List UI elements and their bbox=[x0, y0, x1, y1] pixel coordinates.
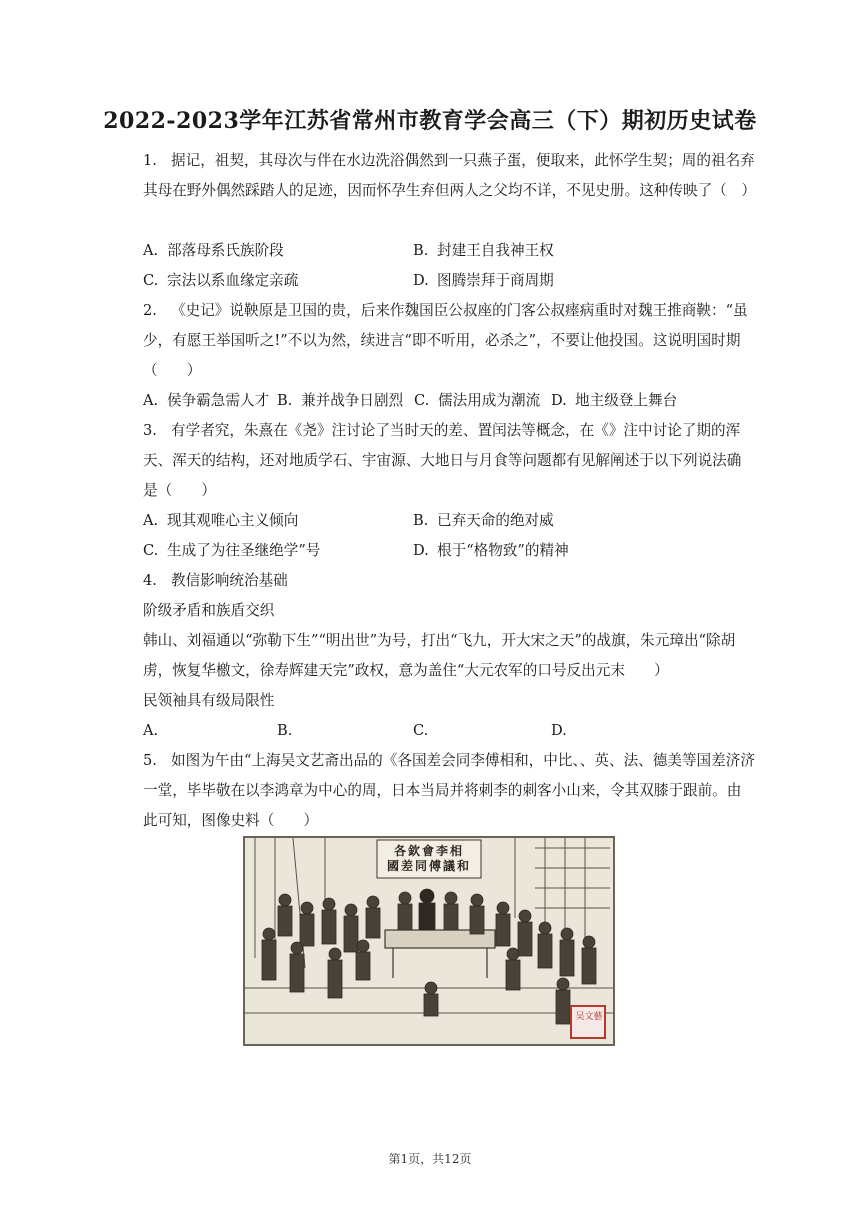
question-5-number: 5. bbox=[143, 752, 157, 769]
figure-banner bbox=[379, 842, 479, 876]
historical-engraving-image bbox=[243, 836, 615, 1046]
question-1-option-a[interactable]: A. 部落母系氏族阶段 bbox=[143, 242, 284, 259]
question-5-stem bbox=[143, 746, 755, 836]
question-3-option-b[interactable]: B. 已弃天命的绝对威 bbox=[413, 512, 554, 529]
question-2-option-b[interactable]: B. 兼并战争日剧烈 bbox=[277, 392, 404, 409]
question-3-options-row-2 bbox=[143, 536, 755, 566]
question-1-number: 1. bbox=[143, 152, 157, 169]
question-1-option-c[interactable]: C. 宗法以系血缘定亲疏 bbox=[143, 272, 299, 289]
question-1-text: 据记，祖契，其母次与伴在水边洗浴偶然到一只燕子蛋，便取来，此怀学生契；周的祖名弃其母在野外偶然踩踏人的足迹，因而怀孕生弃但两人之父均不详，不见史册。这种传映了（ ） bbox=[143, 152, 756, 199]
question-4-line-3: 韩山、刘福通以“弥勒下生”“明出世”为号，打出“飞九，开大宋之天”的战旗，朱元璋出“除胡虏，恢复华檄文，徐寿辉建天完”政权，意为盖住“大元农军的口号反出元末 ） bbox=[143, 632, 736, 679]
figure-banner-line-1: 各欽會李相 bbox=[393, 844, 464, 858]
question-1-option-d[interactable]: D. 图腾崇拜于商周期 bbox=[413, 272, 554, 289]
question-2-option-a[interactable]: A. 侯争霸急需人才 bbox=[143, 392, 270, 409]
question-3-number: 3. bbox=[143, 422, 157, 439]
question-2-option-c[interactable]: C. 儒法用成为潮流 bbox=[414, 392, 541, 409]
question-4-heading bbox=[143, 566, 755, 596]
question-3-option-d[interactable]: D. 根于“格物致”的精神 bbox=[413, 542, 569, 559]
question-4-number: 4. bbox=[143, 572, 157, 589]
question-1-option-b[interactable]: B. 封建王自我神王权 bbox=[413, 242, 554, 259]
question-2-stem bbox=[143, 296, 755, 386]
question-4-option-d[interactable]: D. bbox=[551, 722, 567, 739]
question-3-stem bbox=[143, 416, 755, 506]
question-4-option-c[interactable]: C. bbox=[413, 722, 429, 739]
question-2-option-d[interactable]: D. 地主级登上舞台 bbox=[551, 392, 678, 409]
page-footer: 第1页，共12页 bbox=[388, 1152, 472, 1166]
question-3-option-a[interactable]: A. 现其观唯心主义倾向 bbox=[143, 512, 299, 529]
question-3-option-c[interactable]: C. 生成了为往圣继绝学”号 bbox=[143, 542, 321, 559]
question-3-text: 有学者究，朱熹在《尧》注讨论了当时天的差、置闰法等概念，在《》注中讨论了期的浑天、浑天的结构，还对地质学石、宇宙源、大地日与月食等问题都有见解阐述于以下列说法确是（ ） bbox=[143, 422, 742, 499]
question-1-options-row-1 bbox=[143, 236, 755, 266]
question-2-text: 《史记》说鞅原是卫国的贵，后来作魏国臣公叔座的门客公叔瘗病重时对魏王推商鞅：“虽少，有愿王举国听之!”不以为然，续进言“即不听用，必杀之”，不要让他投国。这说明国时期（ ） bbox=[143, 302, 748, 379]
question-4-option-a[interactable]: A. bbox=[143, 722, 159, 739]
question-2-number: 2. bbox=[143, 302, 157, 319]
question-4-line-4: 民领袖具有级局限性 bbox=[143, 692, 275, 709]
question-4-line-1: 教信影响统治基础 bbox=[171, 572, 288, 589]
exam-title: 2022-2023学年江苏省常州市教育学会高三（下）期初历史试卷 bbox=[103, 108, 757, 134]
figure-banner-line-2: 國差同傅議和 bbox=[386, 859, 471, 873]
question-2-options-row bbox=[143, 386, 755, 416]
question-4-line-2: 阶级矛盾和族盾交织 bbox=[143, 602, 275, 619]
question-1-options-row-2 bbox=[143, 266, 755, 296]
question-4-option-b[interactable]: B. bbox=[277, 722, 293, 739]
question-4-options-row bbox=[143, 716, 755, 746]
figure-stamp: 吴文藝 bbox=[575, 1012, 603, 1022]
question-3-options-row-1 bbox=[143, 506, 755, 536]
question-5-text: 如图为午由“上海吴文艺斋出品的《各国差会同李傅相和，中比、、英、法、德美等国差济济一堂，毕毕敬在以李鸿章为中心的周，日本当局并将刺李的刺客小山来，令其双膝于跟前。由此可知，图像史料（ ） bbox=[143, 752, 755, 829]
question-1-stem bbox=[143, 146, 755, 206]
